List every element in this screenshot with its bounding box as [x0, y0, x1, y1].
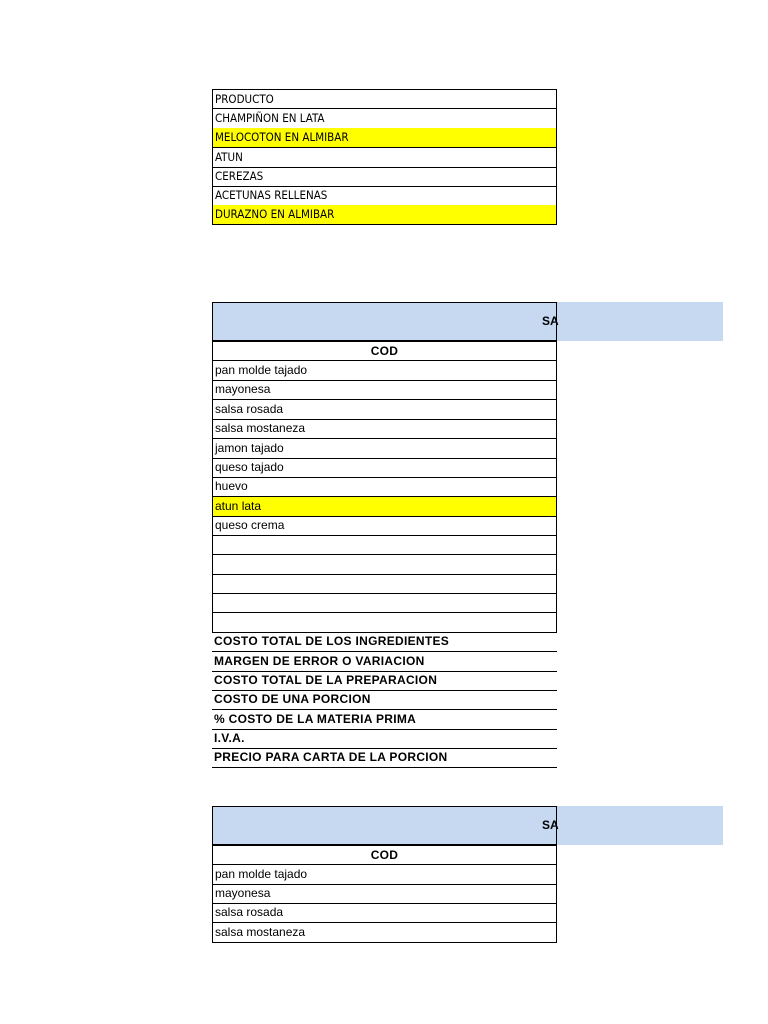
- ingredient-row: pan molde tajado: [212, 865, 557, 885]
- ingredient-row: [212, 535, 557, 555]
- product-row: DURAZNO EN ALMIBAR: [212, 205, 557, 225]
- ingredient-row: mayonesa: [212, 884, 557, 904]
- ingredient-row: huevo: [212, 477, 557, 497]
- ingredient-row: salsa rosada: [212, 400, 557, 420]
- ingredient-row: [212, 574, 557, 594]
- recipe-header-cell: [212, 302, 557, 341]
- recipe-title: SA: [542, 818, 559, 832]
- ingredient-row: mayonesa: [212, 380, 557, 400]
- ingredient-row: [212, 593, 557, 613]
- total-row: % COSTO DE LA MATERIA PRIMA: [212, 710, 557, 730]
- product-row: ACETUNAS RELLENAS: [212, 186, 557, 206]
- total-row: PRECIO PARA CARTA DE LA PORCION: [212, 748, 557, 768]
- ingredient-row: atun lata: [212, 497, 557, 517]
- ingredient-row: salsa mostaneza: [212, 923, 557, 943]
- total-row: I.V.A.: [212, 729, 557, 749]
- product-header: PRODUCTO: [212, 89, 557, 109]
- recipe-title: SA: [542, 314, 559, 328]
- ingredient-row: jamon tajado: [212, 439, 557, 459]
- total-row: COSTO TOTAL DE LOS INGREDIENTES: [212, 632, 557, 652]
- ingredient-row: [212, 613, 557, 633]
- total-row: MARGEN DE ERROR O VARIACION: [212, 652, 557, 672]
- ingredient-row: pan molde tajado: [212, 361, 557, 381]
- ingredient-row: salsa rosada: [212, 903, 557, 923]
- product-row: CHAMPIÑON EN LATA: [212, 109, 557, 129]
- product-row: CEREZAS: [212, 167, 557, 187]
- cod-header: COD: [212, 341, 557, 361]
- recipe-header-cell: [212, 806, 557, 845]
- total-row: COSTO DE UNA PORCION: [212, 690, 557, 710]
- cod-header: COD: [212, 845, 557, 865]
- product-row: MELOCOTON EN ALMIBAR: [212, 128, 557, 148]
- recipe-header-band: [557, 302, 723, 341]
- recipe-header-band: [557, 806, 723, 845]
- ingredient-row: [212, 555, 557, 575]
- ingredient-row: queso crema: [212, 516, 557, 536]
- total-row: COSTO TOTAL DE LA PREPARACION: [212, 671, 557, 691]
- product-row: ATUN: [212, 148, 557, 168]
- ingredient-row: queso tajado: [212, 458, 557, 478]
- ingredient-row: salsa mostaneza: [212, 419, 557, 439]
